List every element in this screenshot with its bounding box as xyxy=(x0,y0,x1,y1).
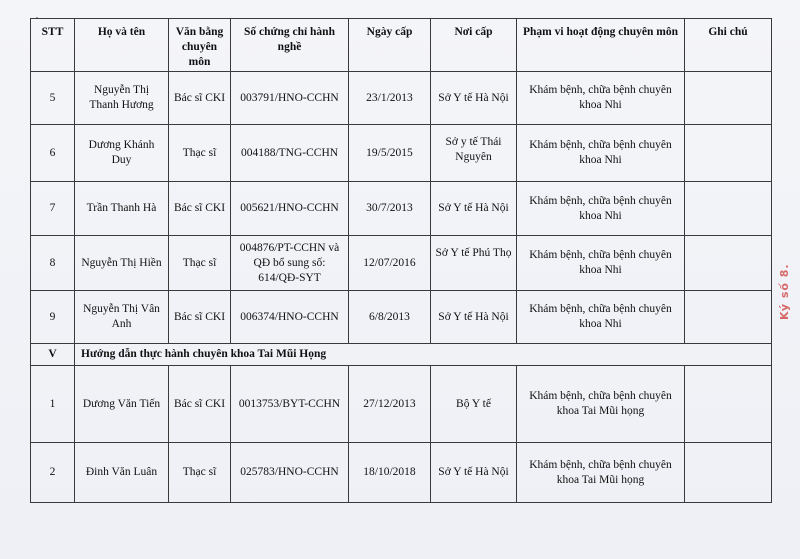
cell-name: Dương Văn Tiến xyxy=(75,366,169,443)
cell-note xyxy=(685,366,772,443)
cell-place: Sở Y tế Hà Nội xyxy=(431,443,517,503)
table-row xyxy=(31,443,772,503)
table-header-row xyxy=(31,19,772,72)
table-row xyxy=(31,125,772,182)
cell-name: Đinh Văn Luân xyxy=(75,443,169,503)
cell-date: 27/12/2013 xyxy=(349,366,431,443)
cell-name: Dương Khánh Duy xyxy=(75,125,169,182)
cell-stt: 2 xyxy=(31,443,75,503)
cell-cert: 0013753/BYT-CCHN xyxy=(231,366,349,443)
cell-cert: 003791/HNO-CCHN xyxy=(231,72,349,125)
cell-note xyxy=(685,291,772,344)
cell-degree: Bác sĩ CKI xyxy=(169,291,231,344)
cell-degree: Bác sĩ CKI xyxy=(169,182,231,236)
practitioner-table xyxy=(30,18,772,503)
cell-scope: Khám bệnh, chữa bệnh chuyên khoa Nhi xyxy=(517,125,685,182)
table-row xyxy=(31,366,772,443)
cell-degree: Thạc sĩ xyxy=(169,443,231,503)
cell-scope: Khám bệnh, chữa bệnh chuyên khoa Nhi xyxy=(517,182,685,236)
cell-scope: Khám bệnh, chữa bệnh chuyên khoa Tai Mũi họng xyxy=(517,366,685,443)
table-row xyxy=(31,182,772,236)
cell-note xyxy=(685,72,772,125)
cell-place: Sở Y tế Phú Thọ xyxy=(431,236,517,291)
cell-note xyxy=(685,443,772,503)
header-name: Họ và tên xyxy=(75,19,169,72)
cell-stt: 9 xyxy=(31,291,75,344)
cell-name: Nguyễn Thị Hiền xyxy=(75,236,169,291)
header-cert: Số chứng chỉ hành nghề xyxy=(231,19,349,72)
cell-stt: 1 xyxy=(31,366,75,443)
cell-cert: 005621/HNO-CCHN xyxy=(231,182,349,236)
cell-degree: Bác sĩ CKI xyxy=(169,366,231,443)
section-number: V xyxy=(31,344,75,366)
cell-date: 30/7/2013 xyxy=(349,182,431,236)
cell-place: Sở y tế Thái Nguyên xyxy=(431,125,517,182)
cell-scope: Khám bệnh, chữa bệnh chuyên khoa Nhi xyxy=(517,291,685,344)
cell-scope: Khám bệnh, chữa bệnh chuyên khoa Nhi xyxy=(517,236,685,291)
cell-note xyxy=(685,182,772,236)
cell-date: 18/10/2018 xyxy=(349,443,431,503)
cell-cert: 006374/HNO-CCHN xyxy=(231,291,349,344)
cell-place: Sở Y tế Hà Nội xyxy=(431,72,517,125)
cell-date: 12/07/2016 xyxy=(349,236,431,291)
cell-cert: 004188/TNG-CCHN xyxy=(231,125,349,182)
cell-date: 19/5/2015 xyxy=(349,125,431,182)
cell-note xyxy=(685,236,772,291)
cell-place: Bộ Y tế xyxy=(431,366,517,443)
cell-scope: Khám bệnh, chữa bệnh chuyên khoa Tai Mũi họng xyxy=(517,443,685,503)
cell-stt: 8 xyxy=(31,236,75,291)
cell-date: 23/1/2013 xyxy=(349,72,431,125)
cell-note xyxy=(685,125,772,182)
cell-name: Nguyễn Thị Thanh Hương xyxy=(75,72,169,125)
header-degree: Văn bằng chuyên môn xyxy=(169,19,231,72)
cell-cert: 004876/PT-CCHN và QĐ bổ sung số: 614/QĐ-SYT xyxy=(231,236,349,291)
section-row xyxy=(31,344,772,366)
cell-place: Sở Y tế Hà Nội xyxy=(431,182,517,236)
cell-place: Sở Y tế Hà Nội xyxy=(431,291,517,344)
cell-degree: Thạc sĩ xyxy=(169,125,231,182)
cell-scope: Khám bệnh, chữa bệnh chuyên khoa Nhi xyxy=(517,72,685,125)
cell-stt: 7 xyxy=(31,182,75,236)
cell-degree: Thạc sĩ xyxy=(169,236,231,291)
cell-date: 6/8/2013 xyxy=(349,291,431,344)
header-date: Ngày cấp xyxy=(349,19,431,72)
cell-name: Trần Thanh Hà xyxy=(75,182,169,236)
cell-stt: 6 xyxy=(31,125,75,182)
table-row xyxy=(31,236,772,291)
section-title: Hướng dẫn thực hành chuyên khoa Tai Mũi Họng xyxy=(75,344,772,366)
margin-stamp: Ký số 8. xyxy=(778,263,791,320)
table-row xyxy=(31,291,772,344)
cell-stt: 5 xyxy=(31,72,75,125)
header-note: Ghi chú xyxy=(685,19,772,72)
header-place: Nơi cấp xyxy=(431,19,517,72)
table-row xyxy=(31,72,772,125)
cell-degree: Bác sĩ CKI xyxy=(169,72,231,125)
header-stt: STT xyxy=(31,19,75,72)
cell-name: Nguyễn Thị Vân Anh xyxy=(75,291,169,344)
header-scope: Phạm vi hoạt động chuyên môn xyxy=(517,19,685,72)
cell-cert: 025783/HNO-CCHN xyxy=(231,443,349,503)
